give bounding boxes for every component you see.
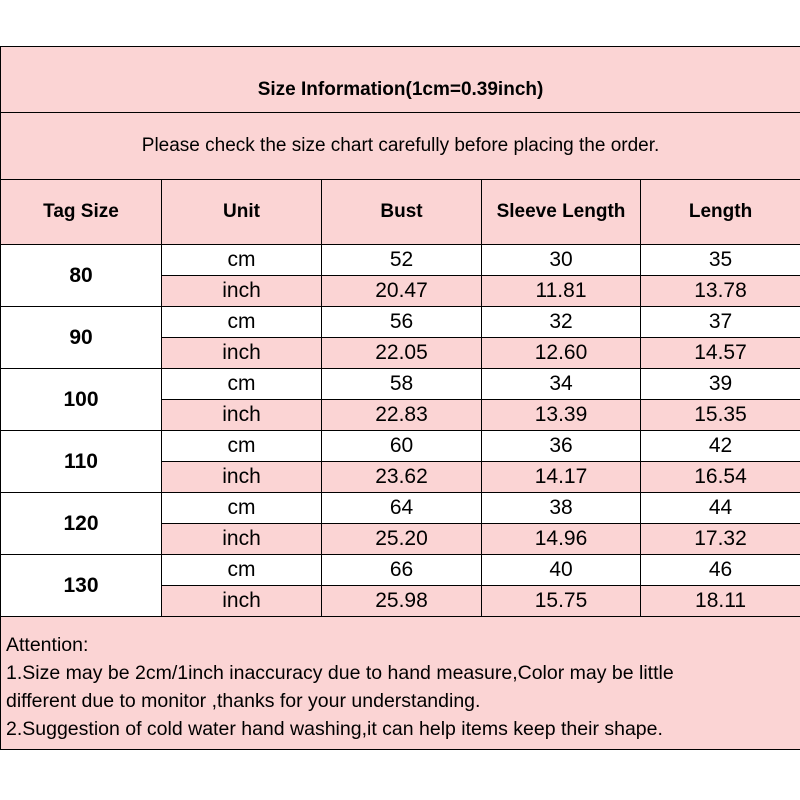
unit-cell: inch: [162, 524, 322, 555]
unit-cell: inch: [162, 276, 322, 307]
unit-cell: cm: [162, 369, 322, 400]
sleeve-length-cell: 40: [482, 555, 641, 586]
size-row-130-cm: [1, 555, 800, 586]
tag-size-cell: 100: [1, 369, 162, 431]
length-cell: 18.11: [641, 586, 800, 617]
length-cell: 16.54: [641, 462, 800, 493]
size-row-100-cm: [1, 369, 800, 400]
sleeve-length-cell: 30: [482, 245, 641, 276]
sleeve-length-cell: 32: [482, 307, 641, 338]
length-cell: 15.35: [641, 400, 800, 431]
length-cell: 37: [641, 307, 800, 338]
bust-cell: 25.20: [322, 524, 482, 555]
bust-cell: 52: [322, 245, 482, 276]
bust-cell: 20.47: [322, 276, 482, 307]
sleeve-length-cell: 38: [482, 493, 641, 524]
notes-row: [1, 617, 800, 750]
bust-cell: 66: [322, 555, 482, 586]
length-cell: 13.78: [641, 276, 800, 307]
header-tag-size: Tag Size: [1, 180, 162, 245]
notes-line-1: 1.Size may be 2cm/1inch inaccuracy due to hand measure,Color may be little: [6, 662, 674, 684]
bust-cell: 64: [322, 493, 482, 524]
length-cell: 17.32: [641, 524, 800, 555]
size-row-90-cm: [1, 307, 800, 338]
header-bust: Bust: [322, 180, 482, 245]
length-cell: 35: [641, 245, 800, 276]
notes-heading: Attention:: [6, 634, 89, 656]
unit-cell: inch: [162, 400, 322, 431]
notes-line-3: 2.Suggestion of cold water hand washing,it can help items keep their shape.: [6, 718, 663, 740]
size-row-120-cm: [1, 493, 800, 524]
unit-cell: inch: [162, 462, 322, 493]
sleeve-length-cell: 36: [482, 431, 641, 462]
header-unit: Unit: [162, 180, 322, 245]
unit-cell: cm: [162, 431, 322, 462]
bust-cell: 25.98: [322, 586, 482, 617]
size-chart-body: [1, 47, 800, 750]
unit-cell: cm: [162, 307, 322, 338]
tag-size-cell: 80: [1, 245, 162, 307]
length-cell: 44: [641, 493, 800, 524]
unit-cell: inch: [162, 338, 322, 369]
bust-cell: 22.83: [322, 400, 482, 431]
unit-cell: cm: [162, 555, 322, 586]
header-sleeve-length: Sleeve Length: [482, 180, 641, 245]
sleeve-length-cell: 12.60: [482, 338, 641, 369]
size-row-110-cm: [1, 431, 800, 462]
unit-cell: cm: [162, 493, 322, 524]
length-cell: 14.57: [641, 338, 800, 369]
sleeve-length-cell: 15.75: [482, 586, 641, 617]
header-row: [1, 180, 800, 245]
unit-cell: cm: [162, 245, 322, 276]
notes-line-2: different due to monitor ,thanks for your understanding.: [6, 690, 481, 712]
sleeve-length-cell: 14.17: [482, 462, 641, 493]
tag-size-cell: 130: [1, 555, 162, 617]
length-cell: 46: [641, 555, 800, 586]
tag-size-cell: 120: [1, 493, 162, 555]
bust-cell: 23.62: [322, 462, 482, 493]
sleeve-length-cell: 34: [482, 369, 641, 400]
size-row-80-cm: [1, 245, 800, 276]
chart-subtitle: Please check the size chart carefully before placing the order.: [1, 113, 800, 180]
tag-size-cell: 90: [1, 307, 162, 369]
sleeve-length-cell: 14.96: [482, 524, 641, 555]
unit-cell: inch: [162, 586, 322, 617]
sleeve-length-cell: 13.39: [482, 400, 641, 431]
sleeve-length-cell: 11.81: [482, 276, 641, 307]
bust-cell: 58: [322, 369, 482, 400]
header-length: Length: [641, 180, 800, 245]
chart-title: Size Information(1cm=0.39inch): [1, 47, 800, 113]
tag-size-cell: 110: [1, 431, 162, 493]
size-chart-table: [0, 46, 800, 750]
bust-cell: 22.05: [322, 338, 482, 369]
length-cell: 39: [641, 369, 800, 400]
attention-notes: [1, 617, 800, 750]
bust-cell: 56: [322, 307, 482, 338]
length-cell: 42: [641, 431, 800, 462]
bust-cell: 60: [322, 431, 482, 462]
size-chart-sheet: [0, 46, 800, 750]
